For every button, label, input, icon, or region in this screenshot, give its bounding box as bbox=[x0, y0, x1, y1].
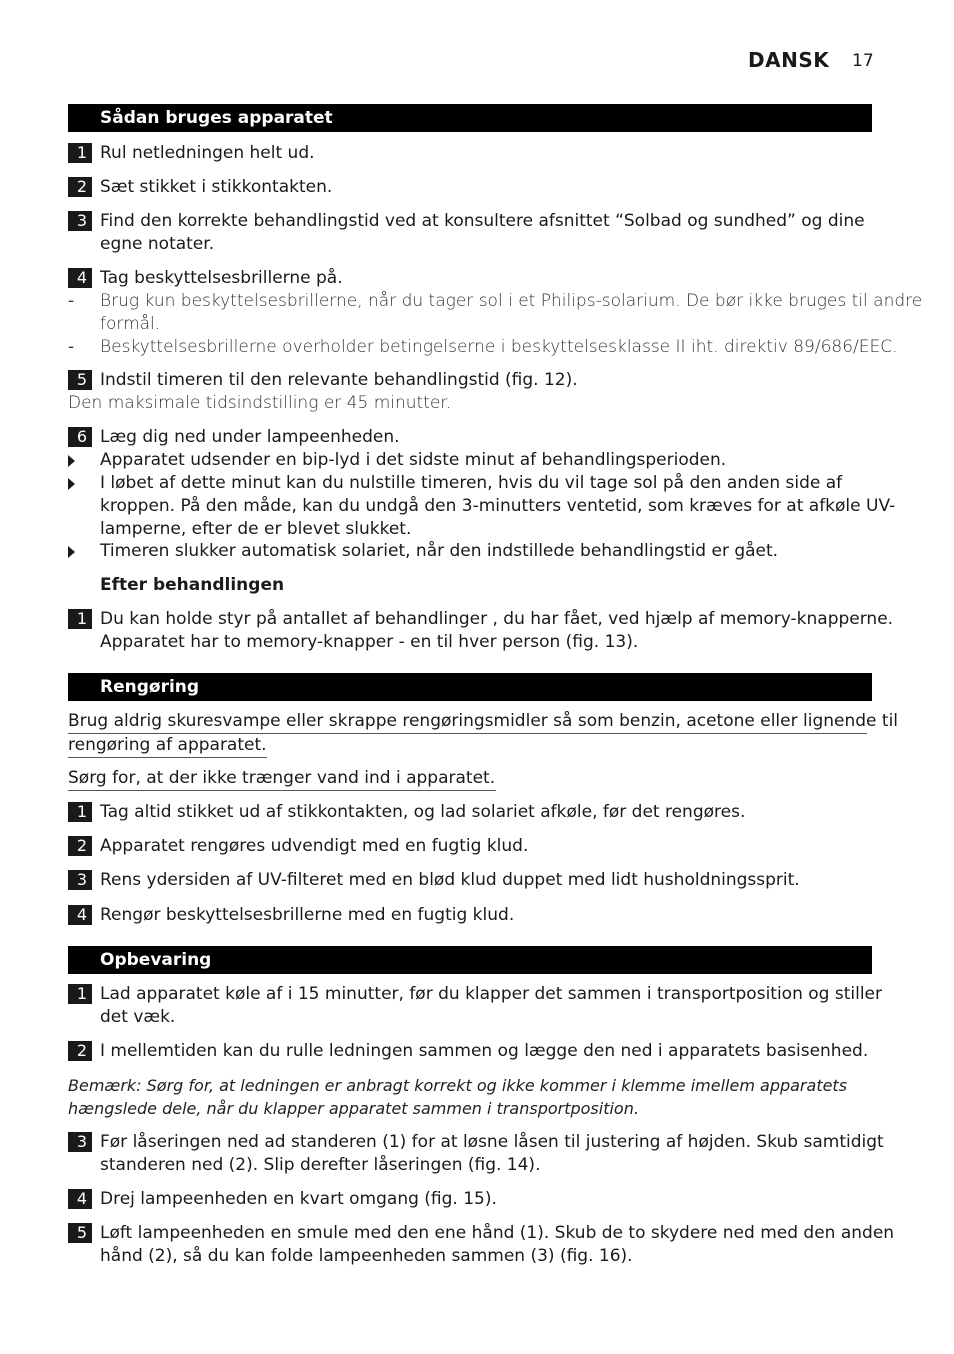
step-text-cont: hånd (2), så du kan folde lampeenheden sammen (3) (fig. 16). bbox=[100, 1246, 633, 1266]
dash-marker: - bbox=[68, 291, 75, 311]
bullet-text-cont: kroppen. På den måde, kan du undgå den 3-minutters ventetid, som kræves for at afkøle UV- bbox=[100, 496, 896, 516]
step-text: Apparatet rengøres udvendigt med en fugtig klud. bbox=[100, 836, 529, 856]
step-number: 1 bbox=[68, 984, 92, 1004]
step-text: Tag altid stikket ud af stikkontakten, og lad solariet afkøle, før det rengøres. bbox=[100, 802, 746, 822]
dash-text: Beskyttelsesbrillerne overholder betingelserne i beskyttelsesklasse II iht. direktiv 89/686/EEC. bbox=[100, 337, 898, 357]
step-text: Rens ydersiden af UV-filteret med en blød klud duppet med lidt husholdningssprit. bbox=[100, 870, 800, 890]
step-number: 4 bbox=[68, 1189, 92, 1209]
step-text-cont: det væk. bbox=[100, 1007, 176, 1027]
step-number: 2 bbox=[68, 1041, 92, 1061]
warning-line: Brug aldrig skuresvampe eller skrappe rengøringsmidler så som benzin, acetone eller lignende til bbox=[68, 710, 867, 734]
step-number: 4 bbox=[68, 905, 92, 925]
step-number: 3 bbox=[68, 1132, 92, 1152]
step-text-cont: Apparatet har to memory-knapper - en til hver person (fig. 13). bbox=[100, 632, 639, 652]
bullet-text: Timeren slukker automatisk solariet, når den indstillede behandlingstid er gået. bbox=[100, 541, 779, 561]
warning-line: Sørg for, at der ikke trænger vand ind i apparatet. bbox=[68, 767, 496, 791]
step-text: Lad apparatet køle af i 15 minutter, før du klapper det sammen i transportposition og stiller bbox=[100, 984, 882, 1004]
section-heading-storage: Opbevaring bbox=[68, 946, 872, 974]
cleaning-warning-2 bbox=[68, 767, 496, 791]
step-text: Du kan holde styr på antallet af behandlinger , du har fået, ved hjælp af memory-knapperne. bbox=[100, 609, 894, 629]
bullet-arrow-icon bbox=[68, 449, 75, 472]
step-text: Indstil timeren til den relevante behandlingstid (fig. 12). bbox=[100, 370, 578, 390]
step-number: 5 bbox=[68, 370, 92, 390]
step-text: Løft lampeenheden en smule med den ene hånd (1). Skub de to skydere ned med den anden bbox=[100, 1223, 895, 1243]
step-number: 5 bbox=[68, 1223, 92, 1243]
step-number: 6 bbox=[68, 427, 92, 447]
step-number: 3 bbox=[68, 211, 92, 231]
step-5-note: Den maksimale tidsindstilling er 45 minutter. bbox=[68, 393, 452, 413]
cleaning-warning bbox=[68, 710, 899, 758]
step-text: Rul netledningen helt ud. bbox=[100, 143, 315, 163]
step-number: 4 bbox=[68, 268, 92, 288]
step-text-cont: egne notater. bbox=[100, 234, 215, 254]
step-text: I mellemtiden kan du rulle ledningen sammen og lægge den ned i apparatets basisenhed. bbox=[100, 1041, 869, 1061]
step-text: Sæt stikket i stikkontakten. bbox=[100, 177, 333, 197]
page-number: 17 bbox=[852, 51, 874, 71]
bullet-text-cont: lamperne, efter de er blevet slukket. bbox=[100, 519, 412, 539]
section-heading-cleaning: Rengøring bbox=[68, 673, 872, 701]
dash-marker: - bbox=[68, 337, 75, 357]
step-number: 1 bbox=[68, 802, 92, 822]
step-number: 2 bbox=[68, 177, 92, 197]
step-text: Drej lampeenheden en kvart omgang (fig. 15). bbox=[100, 1189, 497, 1209]
step-text: Læg dig ned under lampeenheden. bbox=[100, 427, 400, 447]
step-number: 1 bbox=[68, 143, 92, 163]
bullet-arrow-icon bbox=[68, 472, 75, 495]
bullet-text: Apparatet udsender en bip-lyd i det sidste minut af behandlingsperioden. bbox=[100, 450, 727, 470]
step-text: Rengør beskyttelsesbrillerne med en fugtig klud. bbox=[100, 905, 515, 925]
warning-line: rengøring af apparatet. bbox=[68, 734, 267, 758]
dash-text-cont: formål. bbox=[100, 314, 161, 334]
subsection-heading-after: Efter behandlingen bbox=[100, 575, 285, 595]
bullet-arrow-icon bbox=[68, 540, 75, 563]
header-language: DANSK bbox=[748, 48, 830, 72]
dash-text: Brug kun beskyttelsesbrillerne, når du tager sol i et Philips-solarium. De bør ikke bruges til andre bbox=[100, 291, 923, 311]
storage-note: Bemærk: Sørg for, at ledningen er anbragt korrekt og ikke kommer i klemme imellem apparatets bbox=[68, 1076, 848, 1095]
step-number: 2 bbox=[68, 836, 92, 856]
storage-note-cont: hængslede dele, når du klapper apparatet sammen i transportposition. bbox=[68, 1099, 639, 1118]
step-text: Find den korrekte behandlingstid ved at konsultere afsnittet “Solbad og sundhed” og dine bbox=[100, 211, 865, 231]
bullet-text: I løbet af dette minut kan du nulstille timeren, hvis du vil tage sol på den anden side af bbox=[100, 473, 843, 493]
section-heading-usage: Sådan bruges apparatet bbox=[68, 104, 872, 132]
step-text: Før låseringen ned ad standeren (1) for at løsne låsen til justering af højden. Skub samtidigt bbox=[100, 1132, 884, 1152]
step-number: 1 bbox=[68, 609, 92, 629]
step-text: Tag beskyttelsesbrillerne på. bbox=[100, 268, 343, 288]
step-number: 3 bbox=[68, 870, 92, 890]
step-text-cont: standeren ned (2). Slip derefter låseringen (fig. 14). bbox=[100, 1155, 541, 1175]
